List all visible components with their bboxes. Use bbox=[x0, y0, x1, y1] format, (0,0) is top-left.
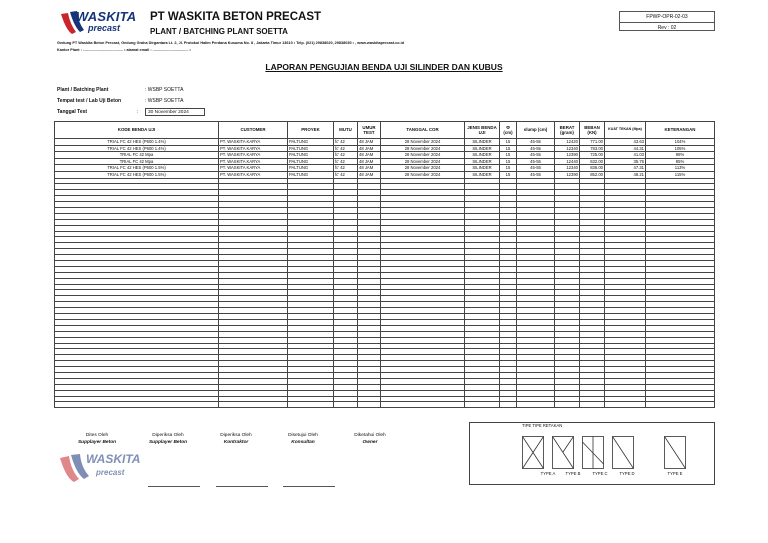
lab-label: Tempat test / Lab Uji Beton bbox=[57, 98, 122, 104]
table-cell: SILINDER bbox=[465, 145, 500, 152]
table-cell: 771.00 bbox=[580, 139, 605, 146]
col-umur-test: UMUR TEST bbox=[358, 122, 381, 139]
signature-role: Diketahui Oleh bbox=[354, 433, 386, 438]
table-cell: fc' 42 bbox=[334, 145, 358, 152]
company-address: Gedung PT Waskita Beton Precast, Gedung Graha Dirgantara Lt. 2, Jl. Protokol Halim Perdana Kusuma No. 8 , Jakarta Timur 13610 • Telp. (021) 29838020, 29838030 • , www.waskitaprecast.co.id bbox=[57, 41, 405, 45]
signature-party: Owner bbox=[362, 440, 378, 445]
table-cell: SILINDER bbox=[465, 171, 500, 178]
signature-block-1 bbox=[72, 432, 122, 446]
crack-type-a-icon bbox=[522, 436, 544, 469]
signature-role: Dites Oleh bbox=[85, 433, 109, 438]
table-cell: 113% bbox=[646, 165, 715, 172]
table-cell: 28 November 2024 bbox=[381, 171, 465, 178]
table-cell: 45-55 bbox=[517, 145, 555, 152]
date-label: Tanggal Test bbox=[57, 109, 88, 115]
empty-cell bbox=[381, 402, 465, 408]
table-cell: 15 bbox=[500, 158, 517, 165]
col-berat: BERAT (gram) bbox=[555, 122, 580, 139]
table-cell: 12420 bbox=[555, 139, 580, 146]
table-cell: 28 November 2024 bbox=[381, 152, 465, 159]
col-beban: BEBAN (KN) bbox=[580, 122, 605, 139]
document-code: FPWP-OPR-02-03 bbox=[646, 14, 688, 20]
office-line: Kantor Plant : ...................................... • alamat email : .................................. • bbox=[57, 48, 191, 52]
table-cell: 45-55 bbox=[517, 152, 555, 159]
table-cell: 15 bbox=[500, 145, 517, 152]
table-cell: fc' 42 bbox=[334, 139, 358, 146]
signature-line-4 bbox=[283, 486, 335, 487]
signature-block-5 bbox=[345, 432, 395, 446]
table-cell: TRIAL FC 42 HES (P600 1.4%) bbox=[55, 139, 219, 146]
table-row bbox=[55, 158, 715, 165]
crack-types-panel bbox=[469, 422, 715, 485]
table-cell: 115% bbox=[646, 171, 715, 178]
table-cell: 28 November 2024 bbox=[381, 139, 465, 146]
table-row bbox=[55, 165, 715, 172]
table-cell: 43.63 bbox=[605, 139, 646, 146]
col-slump: slump (cm) bbox=[517, 122, 555, 139]
table-cell: 85% bbox=[646, 158, 715, 165]
table-cell: 12440 bbox=[555, 158, 580, 165]
table-cell: fc' 42 bbox=[334, 158, 358, 165]
table-cell: PALTUNG bbox=[288, 171, 334, 178]
date-colon: : bbox=[137, 109, 139, 115]
table-cell: 45-55 bbox=[517, 171, 555, 178]
table-cell: 105% bbox=[646, 145, 715, 152]
signature-block-2 bbox=[143, 432, 193, 446]
table-cell: 45-55 bbox=[517, 165, 555, 172]
signature-party: Kontraktor bbox=[223, 440, 249, 445]
table-cell: 632.00 bbox=[580, 158, 605, 165]
table-cell: 48 JAM bbox=[358, 139, 381, 146]
crack-type-b-icon bbox=[552, 436, 574, 469]
signature-block-4 bbox=[278, 432, 328, 446]
crack-type-label: TYPE A bbox=[540, 471, 556, 476]
table-cell: 12390 bbox=[555, 152, 580, 159]
plant-value: : WSBP SOETTA bbox=[145, 87, 184, 93]
lab-value: : WSBP SOETTA bbox=[145, 98, 184, 104]
empty-cell bbox=[500, 402, 517, 408]
table-cell: 48 JAM bbox=[358, 171, 381, 178]
table-cell: TRIAL FC 42 HES (P600 1.5%) bbox=[55, 171, 219, 178]
table-cell: 28 November 2024 bbox=[381, 158, 465, 165]
col-diameter: Φ (cm) bbox=[500, 122, 517, 139]
table-cell: 12340 bbox=[555, 145, 580, 152]
empty-cell bbox=[517, 402, 555, 408]
table-cell: PALTUNG bbox=[288, 145, 334, 152]
empty-cell bbox=[605, 402, 646, 408]
empty-cell bbox=[55, 402, 219, 408]
crack-type-c-icon bbox=[582, 436, 604, 469]
logo-sub-text: precast bbox=[88, 23, 121, 33]
empty-cell bbox=[580, 402, 605, 408]
table-cell: SILINDER bbox=[465, 139, 500, 146]
table-cell: 35.76 bbox=[605, 158, 646, 165]
document-revision: Rev : 02 bbox=[620, 22, 714, 32]
table-cell: SILINDER bbox=[465, 152, 500, 159]
table-cell: fc' 42 bbox=[334, 171, 358, 178]
empty-table-row bbox=[55, 402, 715, 408]
col-kode: KODE BENDA UJI bbox=[55, 122, 219, 139]
col-proyek: PROYEK bbox=[288, 122, 334, 139]
logo-brand-text: WASKITA bbox=[76, 9, 137, 24]
table-cell: PALTUNG bbox=[288, 152, 334, 159]
table-cell: 28 November 2024 bbox=[381, 165, 465, 172]
empty-cell bbox=[358, 402, 381, 408]
table-cell: PALTUNG bbox=[288, 165, 334, 172]
document-code-box bbox=[619, 11, 715, 31]
empty-cell bbox=[334, 402, 358, 408]
table-cell: 104% bbox=[646, 139, 715, 146]
table-cell: fc' 42 bbox=[334, 152, 358, 159]
table-cell: 783.00 bbox=[580, 145, 605, 152]
plant-name: PLANT / BATCHING PLANT SOETTA bbox=[150, 27, 288, 36]
table-cell: 48 JAM bbox=[358, 152, 381, 159]
signature-role: Diperiksa Oleh bbox=[220, 433, 252, 438]
report-title: LAPORAN PENGUJIAN BENDA UJI SILINDER DAN KUBUS bbox=[265, 62, 503, 72]
table-cell: TRIAL FC 42 HES (P600 1.5%) bbox=[55, 165, 219, 172]
table-cell: 12340 bbox=[555, 165, 580, 172]
crack-type-label: TYPE C bbox=[592, 471, 608, 476]
table-cell: 48 JAM bbox=[358, 165, 381, 172]
table-row bbox=[55, 139, 715, 146]
table-cell: 45-55 bbox=[517, 139, 555, 146]
table-cell: 47.31 bbox=[605, 165, 646, 172]
watermark-sub-text: precast bbox=[96, 468, 125, 477]
test-results-table bbox=[54, 121, 715, 408]
table-cell: TRIAL FC 42 HES (P600 1.4%) bbox=[55, 145, 219, 152]
col-jenis: JENIS BENDA UJI bbox=[465, 122, 500, 139]
table-cell: TRIAL FC 42 Mpa bbox=[55, 158, 219, 165]
empty-cell bbox=[288, 402, 334, 408]
signature-line-2 bbox=[148, 486, 200, 487]
col-tanggal-cor: TANGGAL COR bbox=[381, 122, 465, 139]
table-cell: 41.03 bbox=[605, 152, 646, 159]
empty-cell bbox=[555, 402, 580, 408]
table-cell: 48 JAM bbox=[358, 145, 381, 152]
table-cell: SILINDER bbox=[465, 158, 500, 165]
table-cell: PALTUNG bbox=[288, 158, 334, 165]
crack-type-label: TYPE B bbox=[565, 471, 581, 476]
table-cell: SILINDER bbox=[465, 165, 500, 172]
col-customer: CUSTOMER bbox=[219, 122, 288, 139]
col-kuat-tekan: KUAT TEKAN (Mpa) bbox=[605, 122, 646, 139]
crack-type-label: TYPE D bbox=[619, 471, 635, 476]
table-cell: 12390 bbox=[555, 171, 580, 178]
crack-type-label: TYPE E bbox=[667, 471, 683, 476]
watermark-brand-text: WASKITA bbox=[86, 452, 140, 466]
table-cell: fc' 42 bbox=[334, 165, 358, 172]
empty-cell bbox=[219, 402, 288, 408]
table-cell: 28 November 2024 bbox=[381, 145, 465, 152]
table-cell: PT. WASKITA KARYA bbox=[219, 145, 288, 152]
table-cell: 836.00 bbox=[580, 165, 605, 172]
table-cell: 45-55 bbox=[517, 158, 555, 165]
table-cell: TRIAL FC 42 Mpa bbox=[55, 152, 219, 159]
table-header-row bbox=[55, 122, 715, 139]
crack-types-title: TIPE TIPE RETAKAN bbox=[522, 423, 563, 428]
table-cell: 15 bbox=[500, 139, 517, 146]
signature-role: Diperiksa Oleh bbox=[152, 433, 184, 438]
table-cell: 48.21 bbox=[605, 171, 646, 178]
date-value-field[interactable]: 30 November 2024 bbox=[145, 108, 205, 116]
table-cell: 852.00 bbox=[580, 171, 605, 178]
table-cell: PALTUNG bbox=[288, 139, 334, 146]
crack-type-e-icon bbox=[664, 436, 686, 469]
table-cell: PT. WASKITA KARYA bbox=[219, 158, 288, 165]
empty-cell bbox=[465, 402, 500, 408]
signature-party: Supplayer Beton bbox=[148, 440, 188, 445]
table-row bbox=[55, 145, 715, 152]
table-cell: 15 bbox=[500, 165, 517, 172]
table-cell: PT. WASKITA KARYA bbox=[219, 165, 288, 172]
signature-party: Supplayer Beton bbox=[77, 440, 117, 445]
plant-label: Plant / Batching Plant bbox=[57, 87, 109, 93]
table-cell: 44.31 bbox=[605, 145, 646, 152]
crack-type-d-icon bbox=[612, 436, 634, 469]
empty-cell bbox=[646, 402, 715, 408]
table-row bbox=[55, 171, 715, 178]
table-row bbox=[55, 152, 715, 159]
signature-line-3 bbox=[216, 486, 268, 487]
watermark-logo-icon bbox=[56, 448, 140, 484]
col-mutu: MUTU bbox=[334, 122, 358, 139]
table-cell: PT. WASKITA KARYA bbox=[219, 171, 288, 178]
table-cell: 15 bbox=[500, 152, 517, 159]
company-logo bbox=[58, 8, 140, 38]
signature-block-3 bbox=[211, 432, 261, 446]
table-cell: 98% bbox=[646, 152, 715, 159]
logo-watermark bbox=[56, 448, 140, 484]
company-name: PT WASKITA BETON PRECAST bbox=[150, 11, 322, 23]
table-cell: 15 bbox=[500, 171, 517, 178]
table-cell: 725.00 bbox=[580, 152, 605, 159]
col-keterangan: KETERANGAN bbox=[646, 122, 715, 139]
signature-role: Disetujui Oleh bbox=[288, 433, 318, 438]
table-cell: PT. WASKITA KARYA bbox=[219, 152, 288, 159]
signature-party: Konsultan bbox=[291, 440, 315, 445]
table-cell: 48 JAM bbox=[358, 158, 381, 165]
table-cell: PT. WASKITA KARYA bbox=[219, 139, 288, 146]
